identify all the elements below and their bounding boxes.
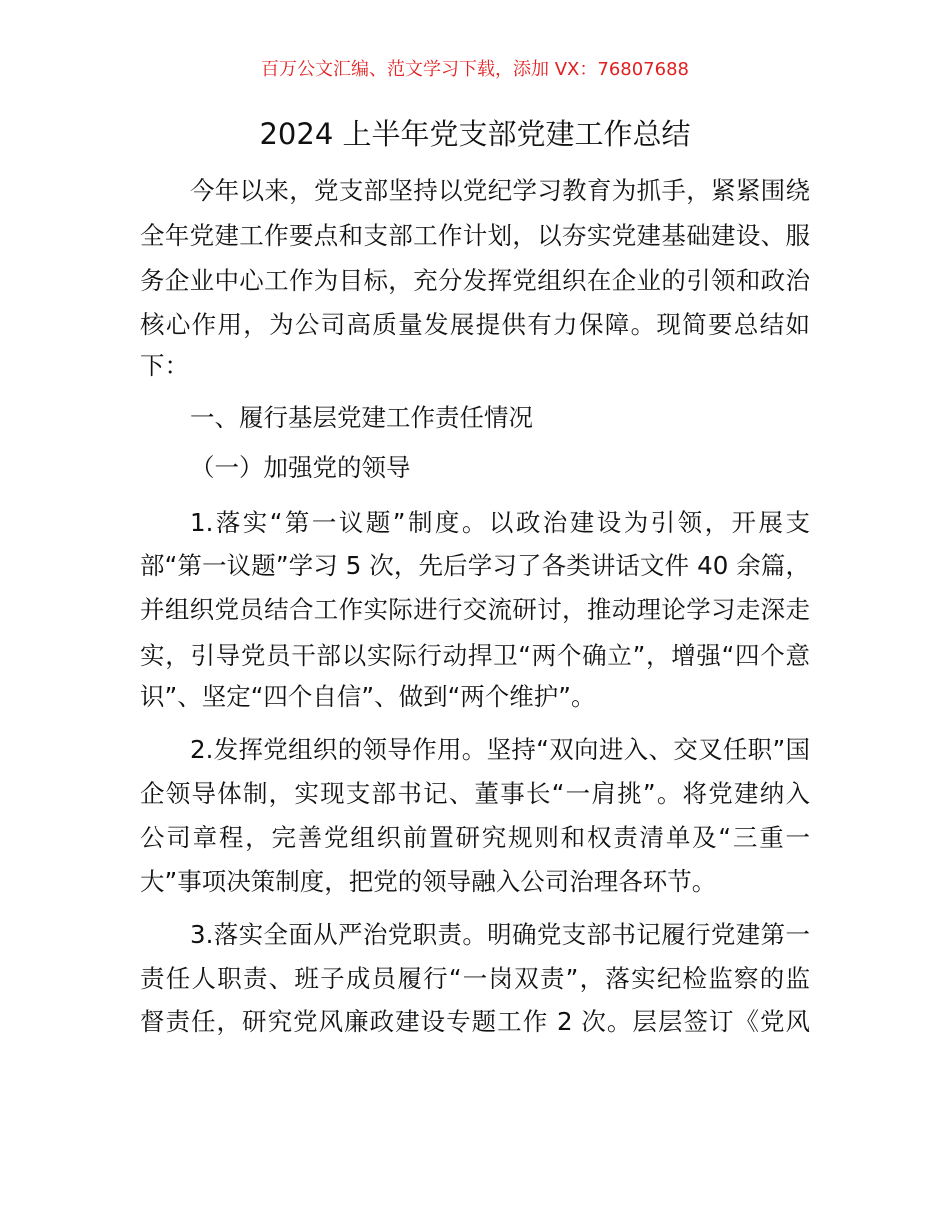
text-line: 务企业中心工作为目标，充分发挥党组织在企业的引领和政治 — [140, 266, 810, 295]
text-line: 一、履行基层党建工作责任情况 — [190, 403, 533, 432]
text-line: 1.落实“第一议题”制度。以政治建设为引领，开展支 — [190, 508, 810, 537]
text-line: 下： — [140, 351, 189, 380]
text-line: 核心作用，为公司高质量发展提供有力保障。现简要总结如 — [140, 310, 810, 339]
text-line: 部“第一议题”学习 5 次，先后学习了各类讲话文件 40 余篇， — [140, 551, 810, 580]
text-line: 今年以来，党支部坚持以党纪学习教育为抓手，紧紧围绕 — [190, 176, 810, 205]
text-line: （一）加强党的领导 — [190, 453, 411, 482]
text-line: 督责任，研究党风廉政建设专题工作 2 次。层层签订《党风 — [140, 1007, 810, 1036]
text-line: 大”事项决策制度，把党的领导融入公司治理各环节。 — [140, 867, 717, 896]
text-line: 公司章程，完善党组织前置研究规则和权责清单及“三重一 — [140, 823, 810, 852]
watermark-banner: 百万公文汇编、范文学习下载，添加 VX：76807688 — [261, 59, 689, 80]
text-line: 3.落实全面从严治党职责。明确党支部书记履行党建第一 — [190, 920, 810, 949]
text-line: 并组织党员结合工作实际进行交流研讨，推动理论学习走深走 — [140, 595, 810, 624]
document-title: 2024 上半年党支部党建工作总结 — [259, 117, 691, 151]
text-line: 全年党建工作要点和支部工作计划，以夯实党建基础建设、服 — [140, 221, 810, 250]
text-line: 实，引导党员干部以实际行动捍卫“两个确立”，增强“四个意 — [140, 641, 810, 670]
text-line: 企领导体制，实现支部书记、董事长“一肩挑”。将党建纳入 — [140, 779, 810, 808]
text-line: 识”、坚定“四个自信”、做到“两个维护”。 — [140, 682, 596, 711]
text-line: 2.发挥党组织的领导作用。坚持“双向进入、交叉任职”国 — [190, 735, 810, 764]
text-line: 责任人职责、班子成员履行“一岗双责”，落实纪检监察的监 — [140, 964, 810, 993]
